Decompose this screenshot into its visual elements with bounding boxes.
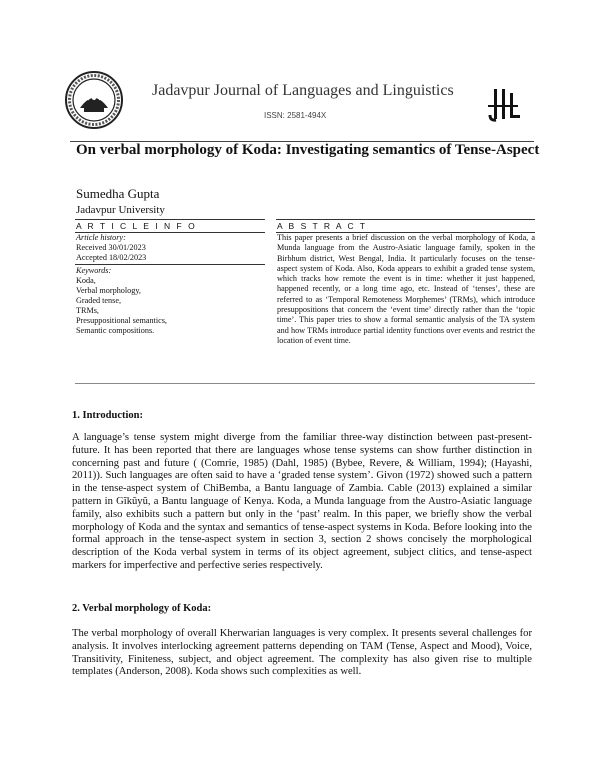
keyword-item: TRMs, [76, 306, 99, 315]
keyword-item: Presuppositional semantics, [76, 316, 167, 325]
author-name: Sumedha Gupta [76, 186, 160, 201]
university-seal-logo [64, 70, 124, 130]
abstract-top-rule [276, 219, 535, 220]
section-heading-verbal-morphology: 2. Verbal morphology of Koda: [72, 603, 212, 614]
abstract-text: This paper presents a brief discussion on the verbal morphology of Koda, a Munda language from the Austro-Asiatic language family, spoken in the Birbhum district, West Bengal, India. It particularly focuses on the tense-aspect system of Koda. Also, Koda appears to exhibit a graded tense system, which tracks how remote the event is in time: whether it just happened, happened recently, or a long time ago, etc. Instead of ‘tenses’, these are referred to as ‘Temporal Remoteness Morphemes’ (TRMs), which introduce presuppositions that concern the ‘event time’ directly rather than the ‘topic time’. This paper tries to show a formal semantic analysis of the TA system and how TRMs introduce partial identity functions over events and restrict the location of event time. [277, 233, 535, 345]
abstract-heading: A B S T R A C T [277, 221, 368, 231]
article-info-heading: A R T I C L E I N F O [76, 221, 197, 231]
journal-title: Jadavpur Journal of Languages and Linguistics [152, 82, 454, 99]
info-sub-rule [75, 264, 265, 265]
keyword-item: Verbal morphology, [76, 286, 141, 295]
keyword-item: Graded tense, [76, 296, 122, 305]
received-date: Received 30/01/2023 [76, 243, 146, 252]
keyword-item: Semantic compositions. [76, 326, 155, 335]
issn-number: ISSN: 2581-494X [264, 111, 327, 120]
jjll-monogram-logo [484, 85, 524, 125]
info-top-rule [75, 219, 265, 220]
keyword-item: Koda, [76, 276, 96, 285]
introduction-paragraph: A language’s tense system might diverge from the familiar three-way distinction between past-present-future. It has been reported that there are languages whose tense systems can show further distinction in concerning past and future ( (Comrie, 1985) (Dahl, 1985) (Bybee, Revere, & William, 1994); (Hayashi, 2011)). Such languages are often said to have a ‘graded tense system’. Givon (1972) showed such a pattern in the tense-aspect system of ChiBemba, a Bantu language of Zambia. Cable (2013) explained a similar pattern in Gĩkũyũ, a Bantu language of Kenya. Koda, a Munda language from the Austro-Asiatic language family, also exhibits such a pattern but only in the ‘past’ realm. In this paper, we briefly show the verbal morphology of Koda and the syntax and semantics of tense-aspect systems in Koda. Before looking into the formal approach in the tense-aspect system in section 3, section 2 shows concisely the morphological description of the Koda verbal system in terms of its object agreement, subject clitics, and tense-aspect markers for imperfective and perfective series respectively. [72, 432, 532, 571]
verbal-morphology-paragraph: The verbal morphology of overall Kherwarian languages is very complex. It presents several challenges for analysis. It involves interlocking agreement patterns depending on TAM (Tense, Aspect and Mood), Voice, Transitivity, Finiteness, subject, and object agreement. The complexity has also given rise to multiple templates (Anderson, 2008). Koda shows such complexities as well. [72, 628, 532, 678]
author-affiliation: Jadavpur University [76, 204, 165, 216]
accepted-date: Accepted 18/02/2023 [76, 253, 147, 262]
keywords-label: Keywords: [76, 266, 112, 275]
paper-title: On verbal morphology of Koda: Investigating semantics of Tense-Aspect [76, 142, 540, 158]
article-history-label: Article history: [76, 233, 126, 242]
front-matter-bottom-rule [75, 383, 535, 384]
section-heading-introduction: 1. Introduction: [72, 410, 143, 421]
